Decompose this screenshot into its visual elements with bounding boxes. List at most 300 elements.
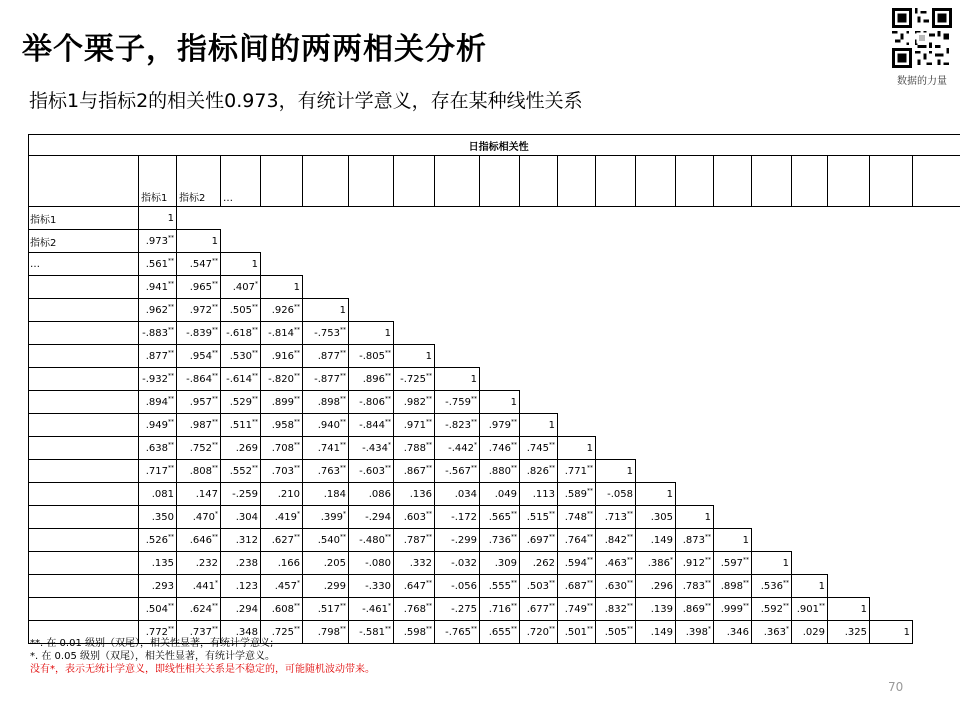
correlation-value: .526 xyxy=(145,534,168,546)
empty-cell xyxy=(177,207,221,230)
correlation-cell xyxy=(676,506,714,529)
significance-mark: ** xyxy=(627,510,633,518)
correlation-value: .697 xyxy=(526,534,549,546)
significance-mark: ** xyxy=(426,602,432,610)
correlation-cell xyxy=(349,345,394,368)
table-row xyxy=(29,506,960,529)
significance-mark: ** xyxy=(294,395,300,403)
significance-mark: * xyxy=(786,625,789,633)
empty-cell xyxy=(913,460,960,483)
correlation-cell xyxy=(303,368,349,391)
significance-mark: * xyxy=(297,510,300,518)
qr-code-image xyxy=(892,8,952,68)
significance-mark: ** xyxy=(294,625,300,633)
correlation-value: .086 xyxy=(368,488,391,500)
empty-cell xyxy=(752,437,792,460)
correlation-value: .880 xyxy=(488,465,511,477)
correlation-cell xyxy=(480,506,520,529)
empty-cell xyxy=(480,207,520,230)
correlation-cell xyxy=(139,253,177,276)
column-header: 指标1 xyxy=(139,156,177,207)
correlation-cell xyxy=(520,552,558,575)
correlation-value: .745 xyxy=(526,442,549,454)
correlation-value: -.442 xyxy=(448,442,474,454)
correlation-cell xyxy=(676,552,714,575)
correlation-cell xyxy=(636,575,676,598)
significance-mark: ** xyxy=(212,625,218,633)
significance-mark: ** xyxy=(168,349,174,357)
empty-cell xyxy=(435,207,480,230)
empty-cell xyxy=(870,506,913,529)
empty-cell xyxy=(792,322,828,345)
significance-mark: ** xyxy=(426,395,432,403)
correlation-cell xyxy=(261,414,303,437)
empty-cell xyxy=(792,437,828,460)
correlation-value: .798 xyxy=(317,626,340,638)
correlation-value: .764 xyxy=(564,534,587,546)
significance-mark: ** xyxy=(426,510,432,518)
empty-cell xyxy=(349,299,394,322)
correlation-value: -.275 xyxy=(451,603,477,615)
empty-cell xyxy=(828,529,870,552)
correlation-cell xyxy=(558,621,596,644)
empty-cell xyxy=(394,230,435,253)
row-label xyxy=(29,529,139,552)
correlation-cell xyxy=(480,598,520,621)
correlation-value: .309 xyxy=(494,557,517,569)
empty-cell xyxy=(714,207,752,230)
empty-cell xyxy=(558,345,596,368)
empty-cell xyxy=(349,207,394,230)
significance-mark: ** xyxy=(212,326,218,334)
significance-mark: * xyxy=(215,510,218,518)
correlation-cell xyxy=(792,598,828,621)
correlation-cell xyxy=(520,506,558,529)
correlation-cell xyxy=(261,391,303,414)
correlation-cell xyxy=(596,552,636,575)
significance-mark: ** xyxy=(511,602,517,610)
significance-mark: ** xyxy=(340,372,346,380)
empty-cell xyxy=(752,391,792,414)
correlation-value: -.805 xyxy=(359,350,385,362)
empty-cell xyxy=(676,207,714,230)
empty-cell xyxy=(636,207,676,230)
empty-cell xyxy=(676,460,714,483)
correlation-value: .419 xyxy=(274,511,297,523)
empty-cell xyxy=(394,299,435,322)
correlation-cell xyxy=(177,276,221,299)
empty-cell xyxy=(558,276,596,299)
correlation-cell xyxy=(139,506,177,529)
correlation-value: .515 xyxy=(526,511,549,523)
empty-cell xyxy=(714,437,752,460)
correlation-value: .552 xyxy=(229,465,252,477)
correlation-cell xyxy=(480,437,520,460)
correlation-value: .081 xyxy=(151,488,174,500)
correlation-value: .517 xyxy=(317,603,340,615)
empty-cell xyxy=(558,368,596,391)
correlation-cell xyxy=(177,322,221,345)
significance-mark: ** xyxy=(587,533,593,541)
row-label xyxy=(29,276,139,299)
correlation-value: 1 xyxy=(626,465,633,477)
correlation-cell xyxy=(177,460,221,483)
significance-mark: ** xyxy=(426,579,432,587)
correlation-cell xyxy=(520,414,558,437)
correlation-value: .940 xyxy=(317,419,340,431)
significance-mark: ** xyxy=(340,602,346,610)
correlation-cell xyxy=(303,345,349,368)
correlation-cell xyxy=(394,506,435,529)
correlation-value: .304 xyxy=(235,511,258,523)
empty-cell xyxy=(828,460,870,483)
correlation-cell xyxy=(349,552,394,575)
empty-cell xyxy=(828,207,870,230)
empty-cell xyxy=(636,253,676,276)
correlation-value: .470 xyxy=(192,511,215,523)
correlation-cell xyxy=(303,437,349,460)
empty-cell xyxy=(636,414,676,437)
correlation-value: .965 xyxy=(189,281,212,293)
correlation-cell xyxy=(480,414,520,437)
correlation-cell xyxy=(828,621,870,644)
empty-cell xyxy=(792,230,828,253)
correlation-value: .720 xyxy=(526,626,549,638)
empty-cell xyxy=(636,460,676,483)
correlation-value: .398 xyxy=(685,626,708,638)
correlation-cell xyxy=(177,391,221,414)
table-row xyxy=(29,437,960,460)
significance-mark: ** xyxy=(252,464,258,472)
significance-mark: ** xyxy=(511,464,517,472)
correlation-cell xyxy=(435,391,480,414)
significance-mark: ** xyxy=(212,602,218,610)
empty-cell xyxy=(480,299,520,322)
empty-cell xyxy=(792,506,828,529)
correlation-value: 1 xyxy=(860,603,867,615)
correlation-value: -.299 xyxy=(451,534,477,546)
note-no-significance: 没有*，表示无统计学意义，即线性相关关系是不稳定的，可能随机波动带来。 xyxy=(30,664,375,675)
empty-cell xyxy=(913,253,960,276)
empty-cell xyxy=(752,276,792,299)
correlation-cell xyxy=(349,368,394,391)
correlation-cell xyxy=(596,575,636,598)
significance-mark: ** xyxy=(168,326,174,334)
correlation-cell xyxy=(177,598,221,621)
empty-cell xyxy=(480,322,520,345)
significance-mark: ** xyxy=(294,464,300,472)
correlation-cell xyxy=(261,483,303,506)
correlation-value: .867 xyxy=(403,465,426,477)
empty-cell xyxy=(636,276,676,299)
significance-mark: ** xyxy=(587,602,593,610)
correlation-cell xyxy=(139,598,177,621)
empty-cell xyxy=(676,414,714,437)
correlation-value: .511 xyxy=(229,419,252,431)
significance-mark: ** xyxy=(587,487,593,495)
correlation-value: -.820 xyxy=(268,373,294,385)
correlation-cell xyxy=(596,529,636,552)
table-row xyxy=(29,391,960,414)
empty-cell xyxy=(636,391,676,414)
correlation-value: 1 xyxy=(742,534,749,546)
correlation-value: .748 xyxy=(564,511,587,523)
empty-cell xyxy=(752,506,792,529)
correlation-value: .049 xyxy=(494,488,517,500)
empty-cell xyxy=(752,529,792,552)
correlation-value: .749 xyxy=(564,603,587,615)
correlation-cell xyxy=(752,598,792,621)
column-header xyxy=(435,156,480,207)
empty-cell xyxy=(480,253,520,276)
empty-cell xyxy=(596,276,636,299)
correlation-cell xyxy=(303,575,349,598)
column-header xyxy=(394,156,435,207)
empty-cell xyxy=(828,391,870,414)
significance-mark: ** xyxy=(426,625,432,633)
column-header xyxy=(828,156,870,207)
significance-mark: * xyxy=(388,441,391,449)
empty-cell xyxy=(870,575,913,598)
correlation-value: .296 xyxy=(650,580,673,592)
correlation-cell xyxy=(303,552,349,575)
empty-cell xyxy=(792,529,828,552)
empty-cell xyxy=(261,207,303,230)
correlation-cell xyxy=(261,276,303,299)
correlation-value: .832 xyxy=(604,603,627,615)
correlation-cell xyxy=(520,621,558,644)
empty-cell xyxy=(913,414,960,437)
correlation-value: -.080 xyxy=(365,557,391,569)
correlation-cell xyxy=(520,575,558,598)
correlation-cell xyxy=(752,621,792,644)
qr-caption: 数据的力量 xyxy=(897,76,947,87)
empty-cell xyxy=(828,299,870,322)
correlation-cell xyxy=(435,621,480,644)
correlation-cell xyxy=(714,552,752,575)
significance-mark: ** xyxy=(705,602,711,610)
correlation-value: .346 xyxy=(726,626,749,638)
column-header xyxy=(349,156,394,207)
correlation-value: .771 xyxy=(564,465,587,477)
correlation-value: .638 xyxy=(145,442,168,454)
correlation-value: .135 xyxy=(151,557,174,569)
significance-mark: ** xyxy=(511,441,517,449)
significance-mark: ** xyxy=(212,349,218,357)
column-header xyxy=(558,156,596,207)
correlation-value: .147 xyxy=(195,488,218,500)
empty-cell xyxy=(221,207,261,230)
empty-cell xyxy=(714,322,752,345)
empty-cell xyxy=(792,483,828,506)
empty-cell xyxy=(596,322,636,345)
correlation-value: .312 xyxy=(235,534,258,546)
correlation-value: .627 xyxy=(271,534,294,546)
correlation-cell xyxy=(480,552,520,575)
significance-mark: ** xyxy=(743,556,749,564)
correlation-cell xyxy=(480,575,520,598)
correlation-value: .954 xyxy=(189,350,212,362)
significance-mark: ** xyxy=(294,602,300,610)
significance-mark: ** xyxy=(426,441,432,449)
correlation-value: 1 xyxy=(167,212,174,224)
correlation-cell xyxy=(676,621,714,644)
column-header xyxy=(303,156,349,207)
correlation-value: .877 xyxy=(317,350,340,362)
row-label xyxy=(29,345,139,368)
empty-cell xyxy=(636,322,676,345)
correlation-value: .503 xyxy=(526,580,549,592)
correlation-cell xyxy=(596,483,636,506)
correlation-cell xyxy=(558,529,596,552)
significance-mark: ** xyxy=(252,349,258,357)
empty-cell xyxy=(870,414,913,437)
significance-mark: ** xyxy=(294,372,300,380)
empty-cell xyxy=(714,483,752,506)
column-header xyxy=(520,156,558,207)
correlation-cell xyxy=(636,621,676,644)
significance-mark: ** xyxy=(385,533,391,541)
correlation-cell xyxy=(139,575,177,598)
significance-mark: * xyxy=(388,602,391,610)
empty-cell xyxy=(435,230,480,253)
empty-cell xyxy=(676,483,714,506)
correlation-cell xyxy=(221,552,261,575)
correlation-value: .877 xyxy=(145,350,168,362)
correlation-value: -.877 xyxy=(314,373,340,385)
correlation-value: -.806 xyxy=(359,396,385,408)
correlation-value: .982 xyxy=(403,396,426,408)
correlation-cell xyxy=(221,506,261,529)
correlation-cell xyxy=(221,391,261,414)
column-header xyxy=(636,156,676,207)
significance-mark: ** xyxy=(340,326,346,334)
correlation-value: .916 xyxy=(271,350,294,362)
correlation-value: .869 xyxy=(682,603,705,615)
correlation-value: .624 xyxy=(189,603,212,615)
correlation-cell xyxy=(520,598,558,621)
correlation-cell xyxy=(221,276,261,299)
correlation-cell xyxy=(349,322,394,345)
empty-cell xyxy=(792,552,828,575)
empty-cell xyxy=(792,276,828,299)
correlation-cell xyxy=(303,299,349,322)
significance-mark: ** xyxy=(471,625,477,633)
correlation-value: -.330 xyxy=(365,580,391,592)
empty-cell xyxy=(676,391,714,414)
correlation-value: .896 xyxy=(362,373,385,385)
significance-mark: ** xyxy=(212,257,218,265)
correlation-cell xyxy=(221,437,261,460)
correlation-value: -.614 xyxy=(226,373,252,385)
correlation-cell xyxy=(177,483,221,506)
correlation-value: .305 xyxy=(650,511,673,523)
correlation-value: .912 xyxy=(682,557,705,569)
correlation-cell xyxy=(596,621,636,644)
row-label: … xyxy=(29,253,139,276)
correlation-cell xyxy=(435,414,480,437)
significance-mark: ** xyxy=(340,441,346,449)
significance-mark: ** xyxy=(705,579,711,587)
correlation-cell xyxy=(349,575,394,598)
empty-cell xyxy=(752,299,792,322)
empty-cell xyxy=(870,483,913,506)
correlation-cell xyxy=(435,529,480,552)
correlation-value: 1 xyxy=(548,419,555,431)
table-row xyxy=(29,345,960,368)
correlation-cell xyxy=(394,575,435,598)
empty-cell xyxy=(714,230,752,253)
correlation-value: -.058 xyxy=(607,488,633,500)
column-header xyxy=(714,156,752,207)
significance-mark: ** xyxy=(252,372,258,380)
empty-cell xyxy=(828,322,870,345)
correlation-cell xyxy=(714,529,752,552)
empty-cell xyxy=(435,253,480,276)
correlation-cell xyxy=(261,322,303,345)
empty-cell xyxy=(394,276,435,299)
empty-cell xyxy=(913,483,960,506)
note-significance-001: **. 在 0.01 级别（双尾），相关性显著，有统计学意义; xyxy=(30,638,274,649)
significance-mark: * xyxy=(255,280,258,288)
correlation-cell xyxy=(394,437,435,460)
correlation-value: 1 xyxy=(903,626,910,638)
empty-cell xyxy=(913,207,960,230)
correlation-cell xyxy=(714,598,752,621)
significance-mark: ** xyxy=(587,625,593,633)
empty-cell xyxy=(870,253,913,276)
empty-cell xyxy=(913,391,960,414)
significance-mark: ** xyxy=(252,418,258,426)
correlation-cell xyxy=(714,575,752,598)
significance-mark: ** xyxy=(340,349,346,357)
empty-cell xyxy=(394,322,435,345)
correlation-cell xyxy=(261,299,303,322)
empty-cell xyxy=(435,345,480,368)
correlation-cell xyxy=(435,460,480,483)
correlation-cell xyxy=(349,483,394,506)
correlation-cell xyxy=(752,575,792,598)
significance-mark: ** xyxy=(252,326,258,334)
correlation-cell xyxy=(828,598,870,621)
empty-cell xyxy=(714,506,752,529)
significance-mark: ** xyxy=(587,556,593,564)
significance-mark: ** xyxy=(294,441,300,449)
correlation-cell xyxy=(394,460,435,483)
significance-mark: ** xyxy=(294,349,300,357)
correlation-value: .555 xyxy=(488,580,511,592)
empty-cell xyxy=(480,276,520,299)
empty-cell xyxy=(752,207,792,230)
correlation-value: .594 xyxy=(564,557,587,569)
empty-cell xyxy=(792,345,828,368)
correlation-value: .962 xyxy=(145,304,168,316)
empty-cell xyxy=(870,230,913,253)
correlation-value: .332 xyxy=(409,557,432,569)
correlation-value: .768 xyxy=(403,603,426,615)
correlation-value: 1 xyxy=(339,304,346,316)
significance-mark: ** xyxy=(426,533,432,541)
correlation-value: .746 xyxy=(488,442,511,454)
significance-mark: ** xyxy=(168,464,174,472)
correlation-value: .787 xyxy=(403,534,426,546)
empty-cell xyxy=(676,253,714,276)
empty-cell xyxy=(913,598,960,621)
significance-mark: ** xyxy=(294,326,300,334)
table-row xyxy=(29,276,960,299)
empty-cell xyxy=(596,207,636,230)
correlation-value: .741 xyxy=(317,442,340,454)
